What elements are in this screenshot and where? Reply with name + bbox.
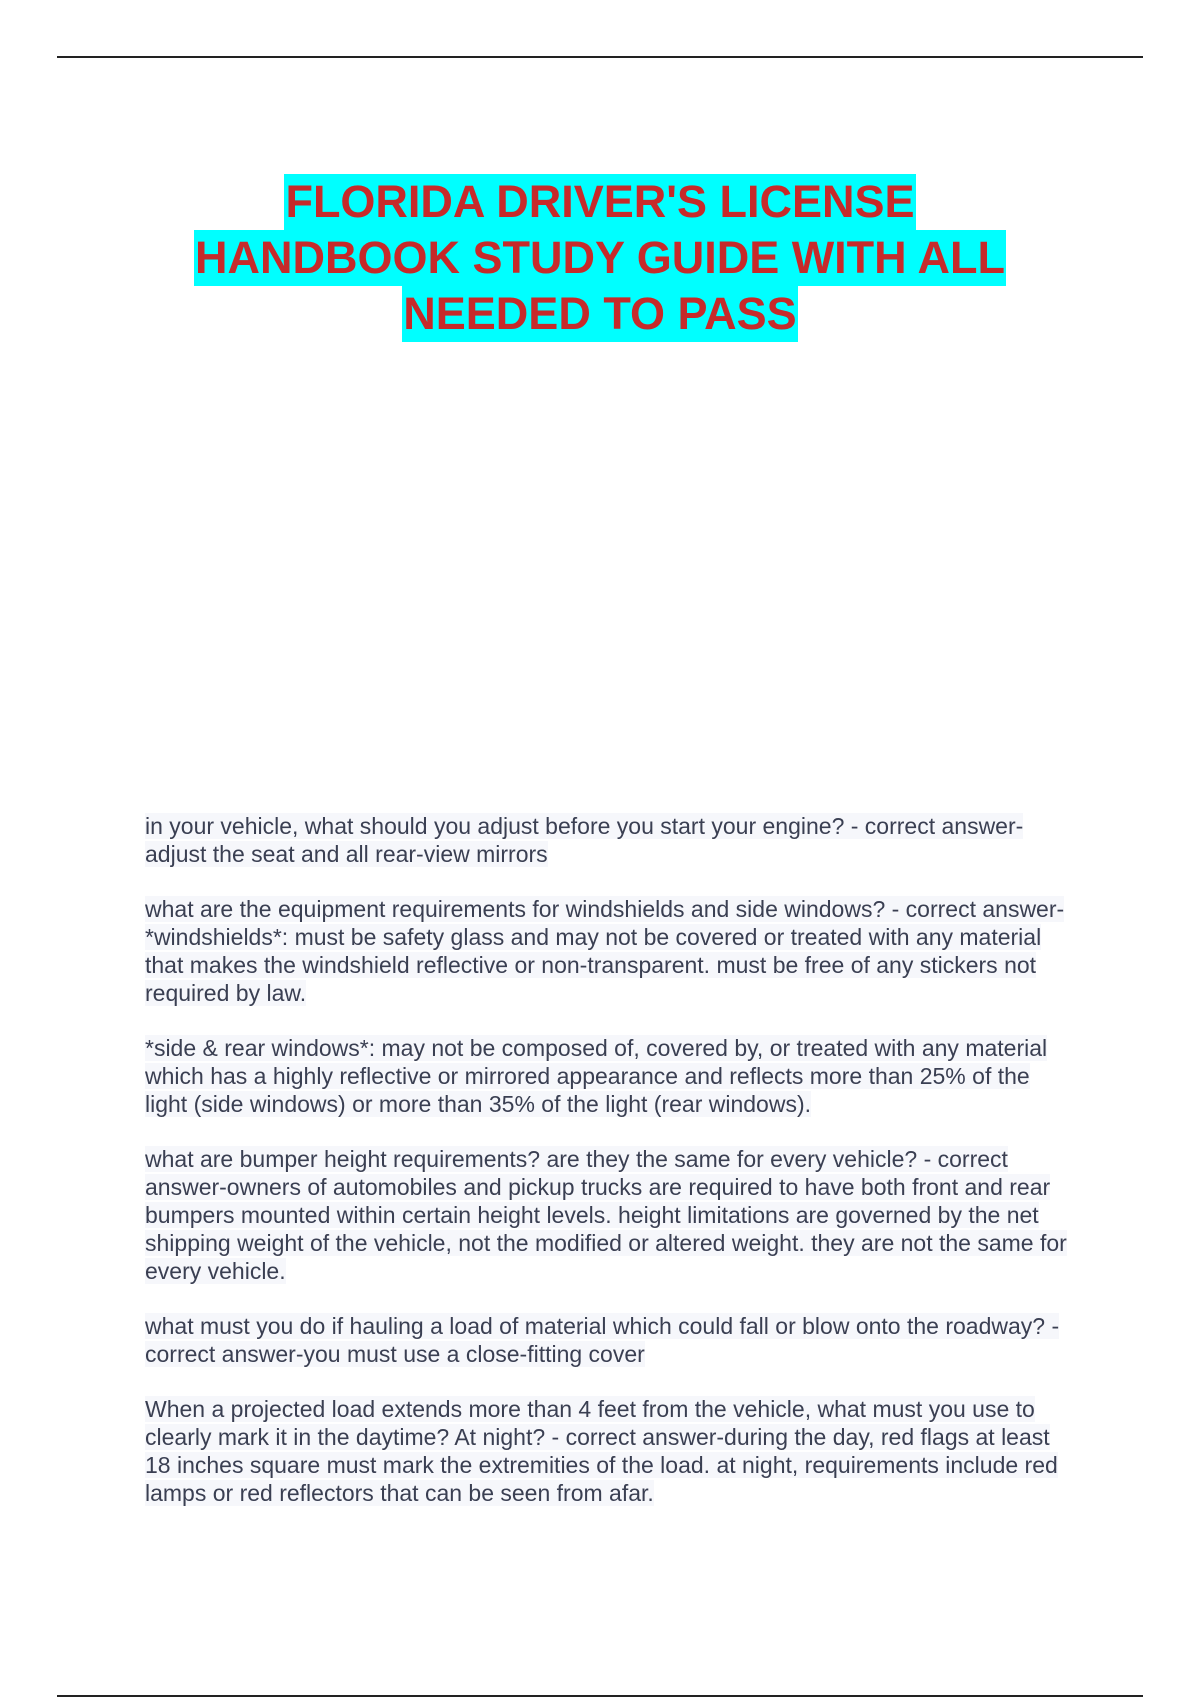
qa-entry: what are bumper height requirements? are they the same for every vehicle? - correct answer-owners of automobiles and pickup trucks are required to have both front and rear bumpers mounted within certain height levels. height limitations are governed by the net shipping weight of the vehicle, not the modified or altered weight. they are not the same for every vehicle. [145,1146,1067,1284]
qa-entry: what are the equipment requirements for windshields and side windows? - correct answer-*windshields*: must be safety glass and may not be covered or treated with any material that makes the windshield reflective or non-transparent. must be free of any stickers not required by law. [145,896,1065,1006]
title-line-1: FLORIDA DRIVER'S LICENSE [284,174,915,230]
qa-entry: When a projected load extends more than 4 feet from the vehicle, what must you use to clearly mark it in the daytime? At night? - correct answer-during the day, red flags at least 18 inches square must mark the extremities of the load. at night, requirements include red lamps or red reflectors that can be seen from afar. [145,1396,1058,1506]
qa-entry: *side & rear windows*: may not be composed of, covered by, or treated with any material which has a highly reflective or mirrored appearance and reflects more than 25% of the light (side windows) or more than 35% of the light (rear windows). [145,1035,1048,1117]
qa-list [145,812,1075,1534]
document-title [100,174,1100,342]
bottom-rule [57,1695,1143,1697]
title-line-2: HANDBOOK STUDY GUIDE WITH ALL [194,230,1006,286]
top-rule [57,56,1143,58]
qa-entry: in your vehicle, what should you adjust before you start your engine? - correct answer-adjust the seat and all rear-view mirrors [145,813,1024,867]
title-line-3: NEEDED TO PASS [402,286,797,342]
qa-entry: what must you do if hauling a load of material which could fall or blow onto the roadway? - correct answer-you must use a close-fitting cover [145,1313,1060,1367]
